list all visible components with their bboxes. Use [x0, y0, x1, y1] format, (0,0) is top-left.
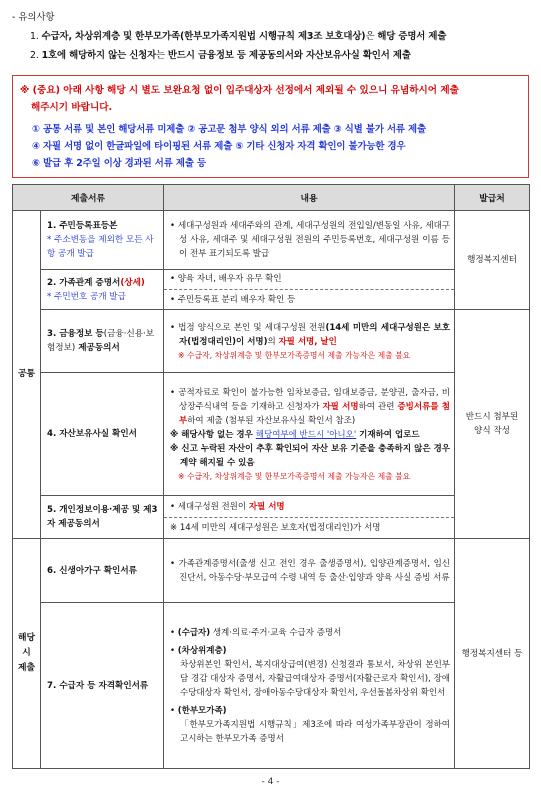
note-text: 수급자, 차상위계층 및 한부모가족(한부모가족지원법 시행규칙 제3조 보호대상) — [41, 31, 366, 42]
doc-title-text: (금융·신용·보험정보) — [47, 329, 155, 353]
content-text: 하여 관련 — [358, 401, 398, 412]
content-bullet: • (한부모가족) — [170, 705, 227, 716]
note-text: 는 — [156, 50, 168, 61]
content-text: 주민등록표 분리 배우자 확인 등 — [177, 295, 296, 305]
content-note — [170, 428, 450, 442]
content-text: 「한부모가족지원법 시행규칙」제3조에 따라 여성가족부장관이 정하여 고시하는 한부모가족 증명서 — [180, 719, 450, 744]
content-bullet: • (차상위계층) — [170, 645, 227, 656]
table-row — [13, 539, 530, 603]
notes-list — [30, 27, 535, 65]
content-note: ※ 신고 누락된 자산이 추후 확인되어 자산 보유 기준을 충족하지 않은 경우 계약 해지될 수 있음 — [170, 443, 450, 468]
doc-cell — [41, 496, 164, 539]
note-text: 해당 증명서 제출 — [377, 31, 447, 42]
alert-item: ① 공통 서류 및 본인 해당서류 미제출 ② 공고문 첨부 양식 외의 서류 제출 ③ 식별 불가 서류 제출 — [32, 124, 426, 135]
content-highlight: 자필 서명 — [322, 401, 359, 412]
note-item-2 — [30, 46, 535, 65]
issuer-cell: 행정복지센터 등 — [455, 539, 530, 769]
content-text: 공적자료로 확인이 불가능한 임차보증금, 임대보증금, 분양권, 출자금, 비상장주식내역 등을 기재하고 신청자가 — [178, 387, 451, 412]
notes-title: - 유의사항 — [12, 12, 55, 23]
group-applicable — [13, 539, 41, 769]
group-common: 공통 — [13, 211, 41, 539]
doc-title-text: 3. 금융정보 등 — [47, 329, 104, 339]
content-cell — [164, 496, 455, 539]
content-highlight: 증빙서류를 첨부 — [179, 401, 451, 426]
issuer-cell: 행정복지센터 — [455, 211, 530, 310]
content-text: 양육 자녀, 배우자 유무 확인 — [177, 274, 282, 284]
alert-item: ④ 자필 서명 없이 한글파일에 타이핑된 서류 제출 ⑤ 기타 신청자 자격 확인이 불가능한 경우 — [32, 141, 406, 152]
content-bullet: • 가족관계증명서(출생 신고 전인 경우 출생증명서), 입양관계증명서, 임신진단서, 아동수당·부모급여 수령 내역 등 출산·입양과 양육 사실 증빙 서류 — [170, 558, 450, 583]
doc-subnote: * 주소변동을 제외한 모든 사항 공개 발급 — [47, 235, 154, 259]
note-item-1 — [30, 27, 535, 46]
content-text: 법정 양식으로 본인 및 세대구성원 전원 — [178, 322, 326, 333]
doc-subnote: * 주민번호 공개 발급 — [47, 291, 126, 302]
content-note: ※ 수급자, 차상위계층 및 한부모가족증명서 제출 가능자은 제출 불요 — [178, 350, 411, 360]
group-label: 제출 — [18, 663, 35, 673]
row-divider — [164, 289, 454, 290]
content-heading: (한부모가족) — [177, 705, 227, 716]
header-content: 내용 — [164, 185, 455, 211]
content-text: 의 — [267, 336, 279, 347]
table-row — [13, 211, 530, 270]
table-row — [13, 603, 530, 769]
issuer-text: 반드시 첨부된 — [465, 412, 519, 422]
header-issuer: 발급처 — [455, 185, 530, 211]
content-note: ※ 수급자, 차상위계층 및 한부모가족증명서 제출 가능자은 제출 불요 — [178, 471, 411, 481]
page-number: - 4 - — [261, 777, 280, 787]
doc-cell — [41, 310, 164, 373]
header-documents: 제출서류 — [13, 185, 164, 211]
content-bullet: • 세대구성원과 세대주와의 관계, 세대구성원의 전입일/변동일 사유, 세대구성 사유, 세대주 및 세대구성원 전원의 주민등록번호, 세대구성원 이름 등이 전부 표기되도록 발급 — [170, 221, 451, 259]
issuer-text: 양식 작성 — [474, 426, 510, 436]
content-text: 세대구성원과 세대주와의 관계, 세대구성원의 전입일/변동일 사유, 세대구성 사유, 세대주 및 세대구성원 전원의 주민등록번호, 세대구성원 이름 등이 전부 표기되도록 발급 — [177, 221, 451, 259]
doc-title: 4. 자산보유사실 확인서 — [47, 429, 137, 439]
content-cell — [164, 310, 455, 373]
doc-cell — [41, 603, 164, 769]
content-bullet: • 공적자료로 확인이 불가능한 임차보증금, 임대보증금, 분양권, 출자금, 비상장주식내역 등을 기재하고 신청자가 자필 서명하여 관련 증빙서류를 첨부하여 제출 (첨부된 자산보유사실 확인서 참조) — [170, 387, 451, 426]
note-text: 반드시 금융정보 등 제공동의서와 자산보유사실 확인서 제출 — [167, 50, 411, 61]
content-cell — [164, 211, 455, 270]
table-row — [13, 373, 530, 496]
alert-line: 해주시기 바랍니다. — [31, 102, 113, 113]
content-text: (14세 미만의 세대구성원은 보호자(법정대리인)이 서명) — [179, 322, 451, 347]
doc-title-highlight: (상세) — [120, 277, 145, 288]
note-number: 2. — [30, 50, 42, 61]
important-alert-box — [12, 75, 529, 178]
content-highlight: 자필 서명 — [248, 501, 285, 512]
content-bullet: • (수급자) 생계·의료·주거·교육 수급자 증명서 — [170, 627, 342, 638]
doc-cell — [41, 373, 164, 496]
doc-title: 5. 개인정보이용·제공 및 제3자 제공동의서 — [47, 505, 158, 529]
table-row — [13, 270, 530, 310]
doc-title-text: 2. 가족관계 증명서 — [47, 277, 121, 288]
alert-line: ※ (중요) 아래 사항 해당 시 별도 보완요청 없이 입주대상자 선정에서 제외될 수 있으니 유념하시어 제출 — [20, 85, 459, 96]
content-heading: (차상위계층) — [177, 645, 227, 656]
table-header-row — [13, 185, 530, 211]
group-label: 해당 — [18, 633, 35, 643]
content-cell — [164, 603, 455, 769]
content-bullet: • 세대구성원 전원이 자필 서명 — [170, 501, 285, 512]
doc-title: 6. 신생아가구 확인서류 — [47, 565, 137, 576]
content-text: 세대구성원 전원이 — [177, 501, 249, 512]
doc-cell — [41, 211, 164, 270]
doc-title: 7. 수급자 등 자격확인서류 — [47, 680, 149, 691]
row-divider — [164, 517, 454, 518]
content-text: 생계·의료·주거·교육 수급자 증명서 — [210, 627, 342, 638]
content-bullet: • 법정 양식으로 본인 및 세대구성원 전원(14세 미만의 세대구성원은 보호자(법정대리인)이 서명)의 자필 서명, 날인 — [170, 322, 451, 347]
note-number: 1. — [30, 31, 42, 42]
content-cell — [164, 270, 455, 310]
doc-cell — [41, 270, 164, 310]
content-bullet: • 양육 자녀, 배우자 유무 확인 — [170, 274, 282, 284]
content-cell — [164, 373, 455, 496]
table-row — [13, 496, 530, 539]
content-text: 기재하여 업로드 — [356, 429, 420, 440]
alert-items — [20, 121, 522, 172]
content-highlight: 해당여부에 반드시 '아니오' — [255, 429, 357, 440]
doc-title — [47, 276, 159, 290]
issuer-cell — [455, 310, 530, 539]
doc-title: 1. 주민등록표등본 — [47, 221, 118, 231]
table-row — [13, 310, 530, 373]
doc-title — [47, 327, 159, 355]
content-text: 차상위본인 확인서, 복지대상급여(변경) 신청결과 통보서, 차상위 본인부담 경감 대상자 증명서, 자활급여대상자 증명서(자활근로자 확인서), 장애수당대상자 확인서, 장애아동수당대상자 확인서, 우선돌봄차상위 확인서 — [180, 659, 450, 698]
content-note: ※ 14세 미만의 세대구성원은 보호자(법정대리인)가 서명 — [170, 522, 381, 533]
content-cell — [164, 539, 455, 603]
content-highlight: 자필 서명, 날인 — [278, 336, 337, 347]
alert-message — [20, 82, 522, 116]
doc-title-text: 제공동의서 — [75, 343, 120, 353]
note-text: 은 — [365, 31, 378, 42]
documents-table — [12, 184, 530, 769]
content-text: ※ 해당사항 없는 경우 — [170, 429, 256, 440]
group-label: 시 — [22, 648, 31, 658]
doc-cell — [41, 539, 164, 603]
content-text: 하여 제출 (첨부된 자산보유사실 확인서 참조) — [187, 415, 356, 426]
note-text: 1호에 해당하지 않는 신청자 — [41, 50, 157, 61]
content-heading: (수급자) — [177, 627, 211, 638]
content-bullet: • 주민등록표 분리 배우자 확인 등 — [170, 295, 296, 305]
content-text: 가족관계증명서(출생 신고 전인 경우 출생증명서), 입양관계증명서, 임신진단서, 아동수당·부모급여 수령 내역 등 출산·입양과 양육 사실 증빙 서류 — [178, 558, 450, 583]
alert-item: ⑥ 발급 후 2주일 이상 경과된 서류 제출 등 — [32, 158, 206, 169]
